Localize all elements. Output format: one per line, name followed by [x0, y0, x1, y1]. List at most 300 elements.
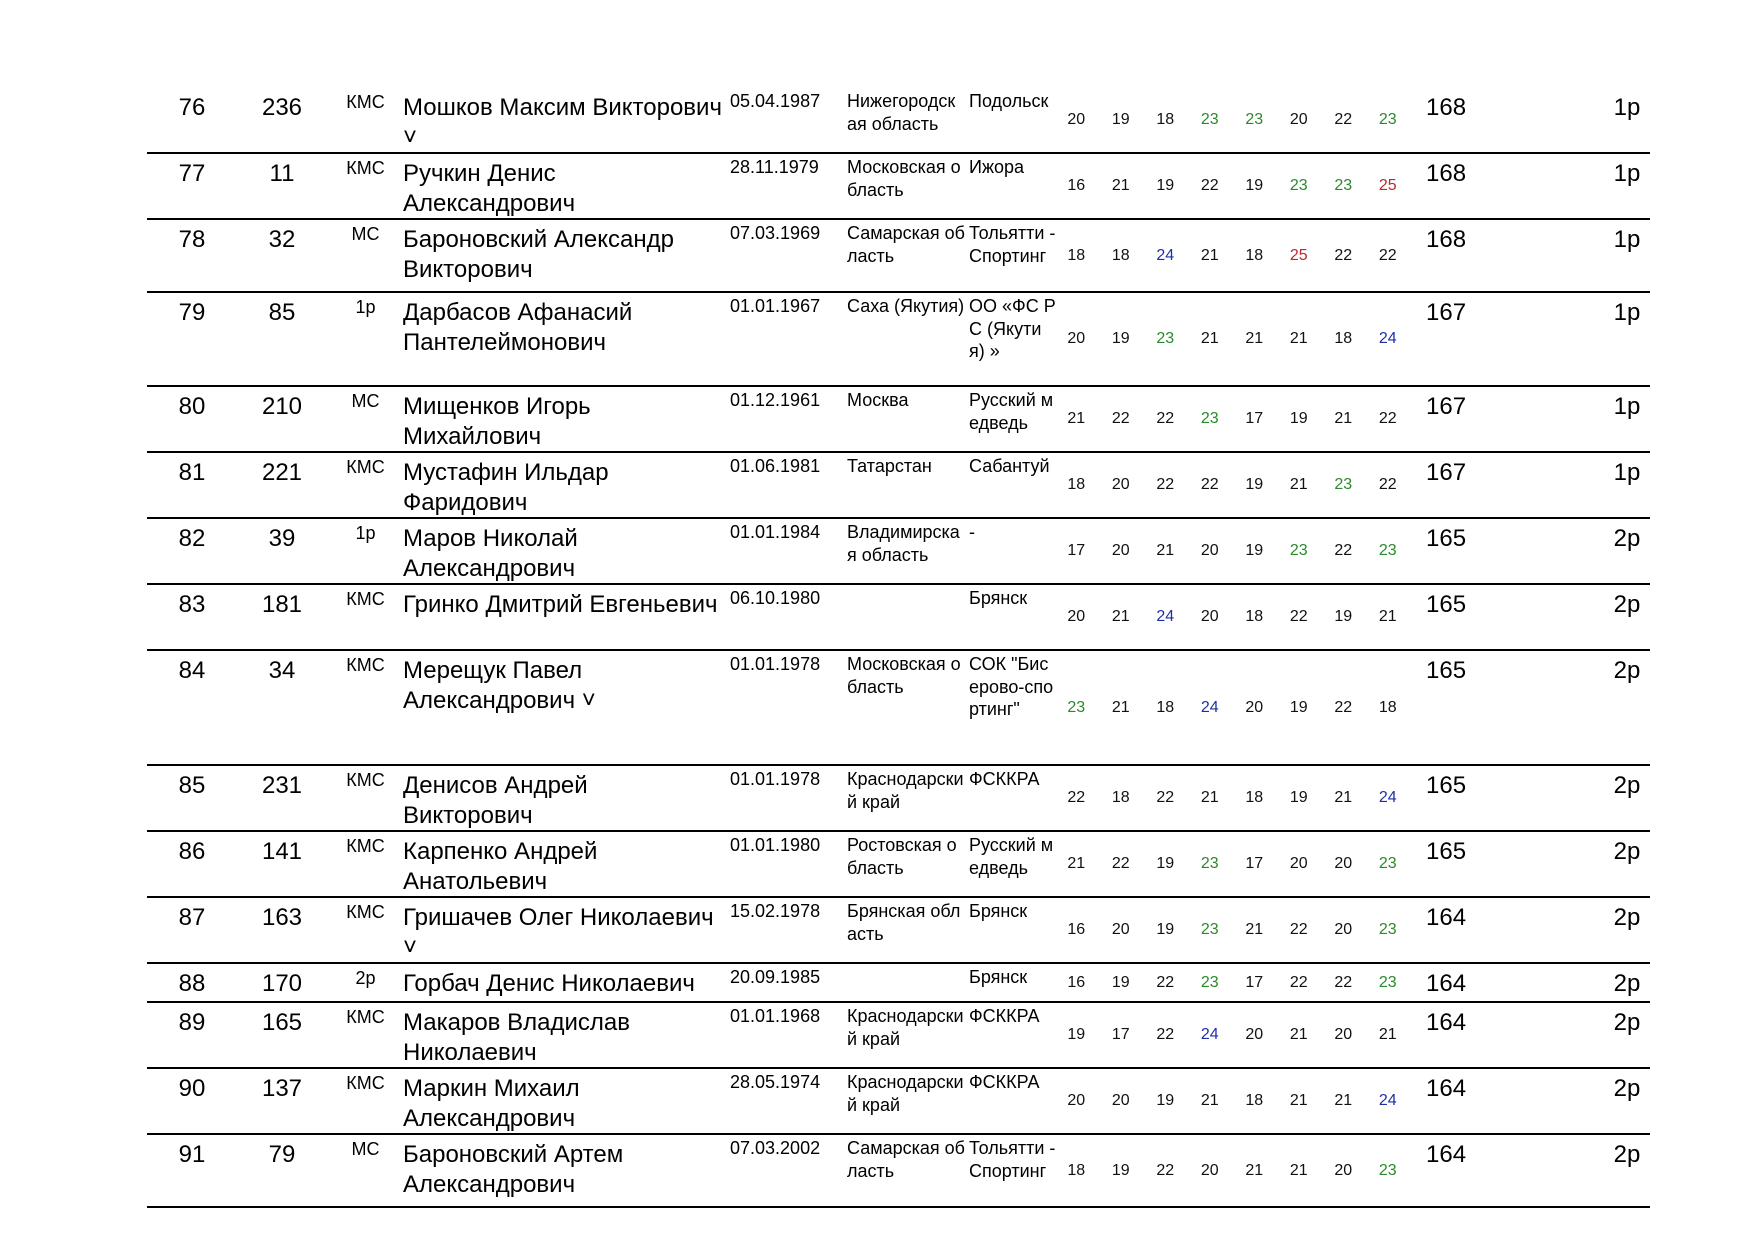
table-row	[147, 154, 1650, 220]
series-score: 21	[1200, 330, 1219, 347]
series-score: 21	[1111, 608, 1130, 625]
total-score: 164	[1426, 1141, 1467, 1168]
series-scores	[1054, 220, 1414, 291]
series-score: 18	[1334, 330, 1353, 347]
series-score: 22	[1334, 973, 1353, 991]
series-scores	[1054, 1003, 1414, 1067]
series-scores	[1054, 651, 1414, 764]
birth-date: 01.01.1967	[730, 296, 821, 316]
region: Татарстан	[847, 456, 932, 476]
series-scores	[1054, 453, 1414, 517]
region: Московская область	[847, 654, 961, 697]
place-number: 76	[178, 94, 206, 121]
category: 1р	[1613, 393, 1641, 420]
series-score: 17	[1245, 855, 1264, 872]
series-score: 21	[1289, 1161, 1308, 1179]
series-score: 22	[1334, 698, 1353, 716]
total-score: 165	[1426, 591, 1467, 618]
total-score: 168	[1426, 160, 1467, 187]
region: Брянская область	[847, 901, 961, 944]
category: 2р	[1613, 772, 1641, 799]
series-score: 19	[1111, 330, 1130, 347]
region: Нижегородская область	[847, 91, 956, 134]
series-score: 20	[1289, 855, 1308, 872]
club: ФСККРА	[969, 1072, 1040, 1092]
total-score: 165	[1426, 772, 1467, 799]
series-scores	[1054, 387, 1414, 451]
series-score: 23	[1200, 855, 1219, 872]
series-score: 24	[1156, 246, 1175, 264]
athlete-name: Мустафин Ильдар Фаридович	[403, 459, 609, 516]
series-score: 21	[1200, 246, 1219, 264]
table-row	[147, 1135, 1650, 1208]
category: 2р	[1613, 1141, 1641, 1168]
bib-number: 170	[261, 970, 303, 997]
series-score: 18	[1067, 476, 1086, 493]
place-number: 77	[178, 160, 206, 187]
table-row	[147, 88, 1650, 154]
birth-date: 05.04.1987	[730, 91, 821, 111]
club: ОО «ФС РС (Якутия) »	[969, 296, 1056, 361]
series-score: 19	[1111, 111, 1130, 128]
series-score: 20	[1111, 921, 1130, 938]
series-score: 18	[1378, 698, 1397, 716]
birth-date: 01.12.1961	[730, 390, 821, 410]
series-score: 23	[1378, 111, 1397, 128]
series-score: 20	[1111, 1092, 1130, 1109]
club: Сабантуй	[969, 456, 1050, 476]
birth-date: 01.01.1980	[730, 835, 821, 855]
series-score: 20	[1200, 542, 1219, 559]
total-score: 164	[1426, 1075, 1467, 1102]
series-score: 20	[1334, 921, 1353, 938]
region: Краснодарский край	[847, 769, 964, 812]
series-score: 18	[1111, 246, 1130, 264]
series-score: 21	[1111, 177, 1130, 194]
sport-rank: МС	[351, 224, 380, 244]
series-score: 23	[1289, 542, 1308, 559]
total-score: 164	[1426, 904, 1467, 931]
series-score: 20	[1334, 855, 1353, 872]
series-score: 22	[1156, 1026, 1175, 1043]
table-row	[147, 1069, 1650, 1135]
series-score: 25	[1289, 246, 1308, 264]
series-scores	[1054, 964, 1414, 1001]
club: Брянск	[969, 967, 1028, 987]
series-score: 23	[1245, 111, 1264, 128]
series-score: 20	[1200, 1161, 1219, 1179]
series-scores	[1054, 766, 1414, 830]
series-score: 22	[1378, 410, 1397, 427]
series-scores	[1054, 1135, 1414, 1206]
series-score: 22	[1111, 855, 1130, 872]
bib-number: 165	[261, 1009, 303, 1036]
birth-date: 15.02.1978	[730, 901, 821, 921]
sport-rank: КМС	[346, 158, 385, 178]
region: Саха (Якутия)	[847, 296, 965, 316]
series-score: 21	[1067, 410, 1086, 427]
series-scores	[1054, 88, 1414, 152]
series-score: 18	[1111, 789, 1130, 806]
series-score: 18	[1245, 246, 1264, 264]
series-score: 21	[1200, 789, 1219, 806]
series-scores	[1054, 519, 1414, 583]
table-row	[147, 766, 1650, 832]
series-score: 21	[1067, 855, 1086, 872]
athlete-name: Маркин Михаил Александрович	[403, 1075, 580, 1132]
series-score: 23	[1200, 111, 1219, 128]
place-number: 79	[178, 299, 206, 326]
series-score: 24	[1378, 330, 1397, 347]
place-number: 87	[178, 904, 206, 931]
athlete-name: Денисов Андрей Викторович	[403, 772, 588, 829]
series-score: 20	[1067, 330, 1086, 347]
series-score: 24	[1200, 1026, 1219, 1043]
series-score: 21	[1289, 476, 1308, 493]
club: Тольятти - Спортинг	[969, 223, 1056, 266]
sport-rank: КМС	[346, 457, 385, 477]
category: 1р	[1613, 160, 1641, 187]
series-score: 23	[1200, 410, 1219, 427]
category: 2р	[1613, 591, 1641, 618]
place-number: 90	[178, 1075, 206, 1102]
category: 2р	[1613, 525, 1641, 552]
sport-rank: 1р	[355, 297, 376, 317]
series-score: 22	[1156, 973, 1175, 991]
region: Владимирская область	[847, 522, 960, 565]
table-row	[147, 387, 1650, 453]
place-number: 83	[178, 591, 206, 618]
category: 2р	[1613, 904, 1641, 931]
series-score: 23	[1378, 542, 1397, 559]
region: Самарская область	[847, 223, 965, 266]
athlete-name: Дарбасов Афанасий Пантелеймонович	[403, 299, 633, 356]
series-score: 21	[1245, 330, 1264, 347]
series-score: 22	[1289, 608, 1308, 625]
athlete-name: Бароновский Александр Викторович	[403, 226, 674, 283]
athlete-name: Маров Николай Александрович	[403, 525, 578, 582]
region: Самарская область	[847, 1138, 965, 1181]
series-score: 17	[1245, 973, 1264, 991]
club: Русский медведь	[969, 390, 1054, 433]
series-score: 23	[1067, 698, 1086, 716]
bib-number: 39	[268, 525, 296, 552]
club: ФСККРА	[969, 769, 1040, 789]
region: Московская область	[847, 157, 961, 200]
table-row	[147, 585, 1650, 651]
table-row	[147, 220, 1650, 293]
club: Тольятти - Спортинг	[969, 1138, 1056, 1181]
table-row	[147, 832, 1650, 898]
athlete-name: Мищенков Игорь Михайлович	[403, 393, 591, 450]
category: 2р	[1613, 970, 1641, 997]
series-score: 23	[1378, 855, 1397, 872]
table-row	[147, 453, 1650, 519]
series-score: 19	[1245, 177, 1264, 194]
series-score: 24	[1156, 608, 1175, 625]
series-score: 22	[1067, 789, 1086, 806]
region: Краснодарский край	[847, 1072, 964, 1115]
series-score: 21	[1111, 698, 1130, 716]
bib-number: 141	[261, 838, 303, 865]
athlete-name: Гринко Дмитрий Евгеньевич	[403, 591, 718, 618]
series-score: 22	[1334, 542, 1353, 559]
category: 1р	[1613, 94, 1641, 121]
region: Москва	[847, 390, 909, 410]
series-score: 23	[1289, 177, 1308, 194]
series-score: 19	[1156, 177, 1175, 194]
sport-rank: 1р	[355, 523, 376, 543]
place-number: 91	[178, 1141, 206, 1168]
series-score: 21	[1334, 1092, 1353, 1109]
series-score: 22	[1156, 789, 1175, 806]
athlete-name: Бароновский Артем Александрович	[403, 1141, 624, 1198]
series-score: 22	[1334, 246, 1353, 264]
club: Подольск	[969, 91, 1049, 111]
bib-number: 32	[268, 226, 296, 253]
region: Ростовская область	[847, 835, 957, 878]
bib-number: 34	[268, 657, 296, 684]
sport-rank: КМС	[346, 902, 385, 922]
series-score: 17	[1111, 1026, 1130, 1043]
series-score: 20	[1111, 476, 1130, 493]
series-score: 23	[1200, 921, 1219, 938]
series-score: 21	[1289, 330, 1308, 347]
place-number: 84	[178, 657, 206, 684]
bib-number: 231	[261, 772, 303, 799]
series-score: 16	[1067, 177, 1086, 194]
series-score: 23	[1334, 177, 1353, 194]
series-score: 22	[1156, 476, 1175, 493]
category: 2р	[1613, 1009, 1641, 1036]
series-score: 22	[1156, 410, 1175, 427]
total-score: 167	[1426, 459, 1467, 486]
birth-date: 07.03.1969	[730, 223, 821, 243]
series-score: 21	[1200, 1092, 1219, 1109]
total-score: 167	[1426, 393, 1467, 420]
series-score: 24	[1200, 698, 1219, 716]
sport-rank: КМС	[346, 1073, 385, 1093]
series-score: 23	[1378, 921, 1397, 938]
series-score: 24	[1378, 789, 1397, 806]
athlete-name: Макаров Владислав Николаевич	[403, 1009, 630, 1066]
series-score: 20	[1200, 608, 1219, 625]
bib-number: 181	[261, 591, 303, 618]
series-score: 18	[1245, 789, 1264, 806]
place-number: 82	[178, 525, 206, 552]
total-score: 168	[1426, 226, 1467, 253]
table-row	[147, 964, 1650, 1003]
bib-number: 221	[261, 459, 303, 486]
club: -	[969, 522, 975, 542]
series-scores	[1054, 1069, 1414, 1133]
club: Брянск	[969, 901, 1028, 921]
series-score: 18	[1245, 1092, 1264, 1109]
bib-number: 11	[269, 160, 295, 187]
series-score: 22	[1289, 921, 1308, 938]
athlete-name: Гришачев Олег Николаевич ˅	[403, 904, 714, 961]
series-score: 23	[1200, 973, 1219, 991]
series-score: 20	[1067, 111, 1086, 128]
total-score: 165	[1426, 657, 1467, 684]
table-row	[147, 1003, 1650, 1069]
series-score: 21	[1289, 1026, 1308, 1043]
series-score: 21	[1245, 921, 1264, 938]
series-score: 20	[1245, 1026, 1264, 1043]
athlete-name: Ручкин Денис Александрович	[403, 160, 576, 217]
athlete-name: Мошков Максим Викторович ˅	[403, 94, 722, 151]
bib-number: 137	[261, 1075, 303, 1102]
bib-number: 85	[268, 299, 296, 326]
sport-rank: КМС	[346, 770, 385, 790]
place-number: 85	[178, 772, 206, 799]
series-score: 21	[1289, 1092, 1308, 1109]
series-score: 20	[1067, 608, 1086, 625]
club: Ижора	[969, 157, 1025, 177]
series-score: 21	[1378, 608, 1397, 625]
series-score: 19	[1289, 789, 1308, 806]
birth-date: 01.01.1984	[730, 522, 821, 542]
series-score: 19	[1156, 921, 1175, 938]
series-score: 23	[1378, 973, 1397, 991]
table-row	[147, 651, 1650, 766]
series-score: 18	[1067, 246, 1086, 264]
series-score: 19	[1245, 476, 1264, 493]
series-score: 20	[1111, 542, 1130, 559]
birth-date: 07.03.2002	[730, 1138, 821, 1158]
club: СОК "Бисерово-спортинг"	[969, 654, 1054, 719]
club: Русский медведь	[969, 835, 1054, 878]
place-number: 88	[178, 970, 206, 997]
series-score: 18	[1156, 698, 1175, 716]
series-score: 19	[1156, 1092, 1175, 1109]
place-number: 86	[178, 838, 206, 865]
total-score: 167	[1426, 299, 1467, 326]
club: ФСККРА	[969, 1006, 1040, 1026]
series-score: 25	[1378, 177, 1397, 194]
series-score: 23	[1334, 476, 1353, 493]
total-score: 164	[1426, 970, 1467, 997]
total-score: 165	[1426, 838, 1467, 865]
series-score: 17	[1245, 410, 1264, 427]
place-number: 89	[178, 1009, 206, 1036]
series-scores	[1054, 585, 1414, 649]
birth-date: 01.06.1981	[730, 456, 821, 476]
series-score: 22	[1156, 1161, 1175, 1179]
athlete-name: Горбач Денис Николаевич	[403, 970, 695, 997]
birth-date: 28.05.1974	[730, 1072, 821, 1092]
bib-number: 210	[261, 393, 303, 420]
sport-rank: КМС	[346, 92, 385, 112]
category: 2р	[1613, 838, 1641, 865]
series-scores	[1054, 154, 1414, 218]
sport-rank: МС	[351, 391, 380, 411]
series-score: 17	[1067, 542, 1086, 559]
series-score: 18	[1067, 1161, 1086, 1179]
total-score: 164	[1426, 1009, 1467, 1036]
series-score: 22	[1334, 111, 1353, 128]
series-score: 21	[1156, 542, 1175, 559]
place-number: 78	[178, 226, 206, 253]
birth-date: 01.01.1978	[730, 769, 821, 789]
series-score: 22	[1378, 246, 1397, 264]
club: Брянск	[969, 588, 1028, 608]
sport-rank: КМС	[346, 836, 385, 856]
sport-rank: КМС	[346, 1007, 385, 1027]
series-scores	[1054, 293, 1414, 385]
bib-number: 236	[261, 94, 303, 121]
series-score: 18	[1156, 111, 1175, 128]
series-score: 22	[1378, 476, 1397, 493]
place-number: 81	[178, 459, 206, 486]
birth-date: 06.10.1980	[730, 588, 821, 608]
table-row	[147, 519, 1650, 585]
birth-date: 28.11.1979	[730, 157, 819, 177]
series-score: 23	[1156, 330, 1175, 347]
region: Краснодарский край	[847, 1006, 964, 1049]
sport-rank: КМС	[346, 655, 385, 675]
category: 2р	[1613, 1075, 1641, 1102]
series-score: 16	[1067, 921, 1086, 938]
series-score: 19	[1111, 1161, 1130, 1179]
series-score: 22	[1289, 973, 1308, 991]
category: 1р	[1613, 459, 1641, 486]
series-score: 21	[1334, 410, 1353, 427]
series-score: 22	[1200, 476, 1219, 493]
series-score: 21	[1378, 1026, 1397, 1043]
total-score: 165	[1426, 525, 1467, 552]
series-score: 20	[1334, 1161, 1353, 1179]
series-score: 21	[1245, 1161, 1264, 1179]
athlete-name: Мерещук Павел Александрович ˅	[403, 657, 596, 714]
bib-number: 79	[268, 1141, 296, 1168]
series-score: 24	[1378, 1092, 1397, 1109]
athlete-name: Карпенко Андрей Анатольевич	[403, 838, 598, 895]
birth-date: 20.09.1985	[730, 967, 821, 987]
results-table	[147, 88, 1650, 1208]
series-score: 23	[1378, 1161, 1397, 1179]
birth-date: 01.01.1968	[730, 1006, 821, 1026]
series-score: 22	[1111, 410, 1130, 427]
series-score: 20	[1067, 1092, 1086, 1109]
series-score: 22	[1200, 177, 1219, 194]
series-scores	[1054, 898, 1414, 962]
series-score: 19	[1289, 698, 1308, 716]
series-score: 21	[1334, 789, 1353, 806]
sport-rank: МС	[351, 1139, 380, 1159]
series-score: 20	[1289, 111, 1308, 128]
total-score: 168	[1426, 94, 1467, 121]
series-scores	[1054, 832, 1414, 896]
birth-date: 01.01.1978	[730, 654, 821, 674]
place-number: 80	[178, 393, 206, 420]
series-score: 19	[1111, 973, 1130, 991]
series-score: 20	[1245, 698, 1264, 716]
table-row	[147, 898, 1650, 964]
bib-number: 163	[261, 904, 303, 931]
category: 1р	[1613, 299, 1641, 326]
series-score: 19	[1245, 542, 1264, 559]
series-score: 19	[1156, 855, 1175, 872]
series-score: 18	[1245, 608, 1264, 625]
sport-rank: КМС	[346, 589, 385, 609]
series-score: 19	[1334, 608, 1353, 625]
sport-rank: 2р	[355, 968, 376, 988]
category: 2р	[1613, 657, 1641, 684]
series-score: 16	[1067, 973, 1086, 991]
series-score: 19	[1289, 410, 1308, 427]
table-row	[147, 293, 1650, 387]
